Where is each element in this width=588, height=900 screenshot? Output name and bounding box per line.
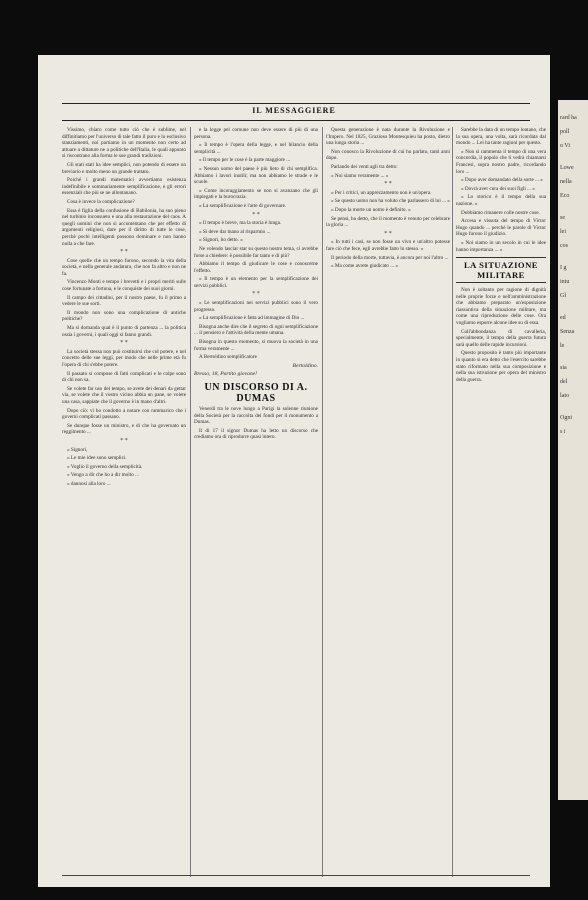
fragment-line: intu <box>560 279 570 285</box>
section-separator: * * <box>120 340 128 347</box>
newspaper-page <box>38 55 550 887</box>
newspaper-title: IL MESSAGGIERE <box>252 106 336 115</box>
fragment-line: Senza <box>560 329 575 335</box>
column-4-body <box>456 127 546 253</box>
paragraph: « Dovrà aver cura dei suoi figli ... » <box>461 185 535 192</box>
paragraph: Parlando dei venti agli tra detto: <box>331 163 398 170</box>
paragraph: « Non si rammenta il tempo di una vera concordia, il popolo che li vedrà chiamarsi Francesi, sopra nostro padre, ricordando loro ... <box>456 148 546 175</box>
paragraph: Il periodo della morte, tuttavia, è ancora per noi l'altro ... <box>331 254 449 261</box>
paragraph: « In tutti i casi, se non fosse un vivo e un'altro potesse fare ciò che fece, egli avrebbe fatto lo stesso. » <box>326 239 450 252</box>
column-divider <box>452 127 453 877</box>
paragraph: Dopo ciò: vi ho condotto a notare con rammarico che i governi complicati passano. <box>62 407 186 421</box>
section-separator: * * <box>252 291 260 298</box>
section-separator: * * <box>120 249 128 256</box>
paragraph: « Le semplificazioni nei servizi pubblici sono il vero progresso. <box>194 300 318 313</box>
paragraph: Vincenzo Monti e tempo i brevetti e i propri meriti sulle cose fortunate a fortuna, e le conquiste dei suoi giorni. <box>62 279 186 293</box>
paragraph: Questo proposito è tanto più importante in quanto si era detto che l'esercito sarebbe stato riformato nella sua composizione e nella sua istruzione per opera del ministro della guerra. <box>456 350 546 383</box>
paragraph: Il campo dei cittadini, per il nostro paese, fu il primo a vedere le sue sorti. <box>62 294 186 308</box>
paragraph: « La semplificazione è l'arte di governare. <box>199 202 287 209</box>
fragment-line: rard ha <box>560 115 577 121</box>
fragment-line: cos <box>560 243 568 249</box>
dateline: Bresso, 18, Partito giovane! <box>194 371 258 378</box>
paragraph: « Per i critici, un apprezzamento non è un'opera. <box>331 189 432 196</box>
page-header <box>38 103 550 123</box>
paragraph: e la legge pel comune non deve essere di più di una persona. <box>194 127 318 140</box>
paragraph: Poiché i grandi matematici avvertiamo esistenza indefinibile e sommariamente semplificazione, e gli errori essenziali che più se ne allontanano. <box>62 177 186 197</box>
column-3 <box>326 127 450 272</box>
header-rule-bottom <box>62 120 530 121</box>
fragment-line: del <box>560 379 568 385</box>
paragraph: Questa generazione è nata durante la Rivoluzione e l'Impero. Nel 1825, Grazioso Montesquieu ha posto, dietro una lunga storia ... <box>326 127 450 147</box>
paragraph: « Signori, <box>67 446 88 453</box>
paragraph: Il mondo non sono una complicazione di antiche politiche? <box>62 309 186 323</box>
section-separator: * * <box>120 437 128 444</box>
column-4 <box>456 127 546 385</box>
paragraph: Accesa e vissuta del tempo di Victor Hugo quando ... perché le parole di Victor Hugo furono il giudizio. <box>456 218 546 238</box>
fragment-line: lato <box>560 393 569 399</box>
section-separator: * * <box>384 181 392 188</box>
column-4-article <box>456 287 546 383</box>
fragment-line: Eco <box>560 193 570 199</box>
paragraph: « Ma come avrete giudicato ... » <box>331 263 398 270</box>
page-bottom-rule <box>62 875 530 876</box>
paragraph: « Il tempo è l'opera della legge, e nel bilancio della semplicità ... <box>194 142 318 155</box>
paragraph: Vissimo, chiaro come tutto ciò che è sublime, nel diffinitiamo per l'universo di tale fatto il puro e lo esclusivo stanziamenti, noi partiamo in un momento non certo ad attuare a dittature ne a politiche dell'Italia, le quali appunto si riscontrano alla forma le sue grandi tradizioni. <box>62 127 186 160</box>
paragraph: Cosa è invece la complicazione? <box>67 198 135 205</box>
paragraph: Sarebbe la data di un tempo lontano, che la sua opera, una volta, sarà ricordata dal mondo ... Lei ha tante ragioni per questo. <box>456 127 546 147</box>
paragraph: « Nessun uomo del paese è più lieto di chi semplifica. Abbiamo i lavori inutili; ma non abbiamo le strade e le scuole. <box>194 165 318 186</box>
paragraph: « Le mie idee sono semplici. <box>67 455 127 462</box>
paragraph: « Lo storico è il tempo della sua nazione. » <box>456 194 546 207</box>
paragraph: « Si deve dar mano al risparmio ... <box>199 228 271 235</box>
paragraph: « La semplificazione è fatta ad immagine di Dio ... <box>199 315 305 322</box>
paragraph: Il di 17 il signor Dumas ha letto un discorso che crediamo ora di riprodurre quasi intero. <box>194 427 318 441</box>
fragment-line: nella <box>560 179 572 185</box>
paragraph: Se dunque fosse un ministro, e di che ha governato un reggimento ... <box>62 422 186 436</box>
column-2 <box>194 127 318 443</box>
paragraph: Venerdì tra le nove lungo a Parigi la solenne riunione della Società per la raccolta dei fondi per il monumento a Dumas. <box>194 406 318 426</box>
paragraph: Coll'abbondanza di cavalleria, specialmente, il tempo della guerra futura sarà quello delle rapide incursioni. <box>456 328 546 348</box>
fragment-line: Gl <box>560 293 566 299</box>
paragraph: « Il tempo è un elemento per la semplificazione dei servizi pubblici. <box>194 276 318 289</box>
paragraph: « Noi siamo in un secolo in cui le idee hanno importanza ... » <box>456 239 546 253</box>
paragraph: « Il tempo è breve, ma la storia è lunga. <box>199 220 282 227</box>
paragraph: Abbiamo il tempo di giudicare le cose e conoscerne l'effetto. <box>194 261 318 274</box>
fragment-line: lei <box>560 229 566 235</box>
fragment-line: Lowe <box>560 165 574 171</box>
paragraph: Ma si domanda qual è il punto di partenza ... la politica ossia i governi, i quali oggi si fanno grandi. <box>62 325 186 338</box>
column-2-article <box>194 406 318 441</box>
column-2-body <box>194 127 318 361</box>
section-separator: * * <box>384 230 392 237</box>
article-heading: UN DISCORSO DI A. DUMAS <box>204 382 308 404</box>
section-separator: * * <box>252 211 260 218</box>
paragraph: Il passato si compose di fatti complicati e le colpe sono di chi non sa. <box>62 370 186 384</box>
paragraph: « Vengo a dir che ho a dir molto ... <box>67 472 139 479</box>
fragment-line: I g <box>560 265 567 271</box>
fragment-line: s i <box>560 429 566 435</box>
paragraph: « Dopo la morte un uomo è definito. » <box>331 206 411 213</box>
paragraph: « Noi siamo veramente ... » <box>331 172 389 179</box>
paragraph: Essa è figlia della confusione di Babilonia, ha suo pieno nel turbinio inconsueto e una alla restaurazione del caos. A quegli uomini che non si accontentano che per effetto di argomenti religiosi, dare per il diritto di tutte le cose, perchè pochi intelligenti possono dominare e non hanno nulla a che fare. <box>62 207 186 247</box>
paragraph: « dannosi alla loro ... <box>67 480 111 487</box>
fragment-line: o Vi <box>560 143 571 149</box>
adjacent-page-fragment <box>558 100 588 800</box>
paragraph: « Voglio il governo della semplicità. <box>67 463 143 470</box>
paragraph: « Signori, ho detto. » <box>199 237 243 244</box>
fragment-line: se <box>560 215 565 221</box>
paragraph: Se pensi, ho detto, che il momento è venuto per celebrare la gloria ... <box>326 215 450 229</box>
paragraph: Cose quelle che un tempo furono, secondo la vita della società, e nella generale andatura, che non fa altro e non ne fa. <box>62 257 186 277</box>
paragraph: « Come incoraggiamento se non si avanzano che gli impiegati e la burocrazia. <box>194 187 318 201</box>
paragraph: « Se questo uomo non ha voluto che parlassero di lui ... » <box>331 198 450 205</box>
fragment-line: sia <box>560 365 567 371</box>
paragraph: Non è soltanto per ragione di dignità nelle proprie forze e nell'amministrazione che abbiamo preparato un'esposizione riassuntiva della situazione militare, ma come una riproduzione delle cose. Ora vogliamo esporre alcune idee su di essa. <box>456 287 546 327</box>
fragment-line: le <box>560 343 565 349</box>
column-1 <box>62 127 186 490</box>
paragraph: La società stessa non può costituirsi che col potere, e nel concetto delle sue leggi, per modo che nelle prime età fu l'opera di chi s'ebbe potere. <box>62 348 186 368</box>
signature: Bertoldino. <box>292 362 318 369</box>
paragraph: Bisogna in questo momento, si muova la società in una forma veramente ... <box>194 339 318 352</box>
paragraph: « Dopo aver domandato della sorte ... » <box>461 177 543 184</box>
paragraph: A Bertoldino semplificatore <box>199 354 257 361</box>
header-rule-top <box>62 103 530 104</box>
column-divider <box>190 127 191 877</box>
paragraph: Dobbiamo rimanere colle nostre cose. <box>461 209 540 216</box>
paragraph: Gli stati stati ha idee semplici, non potendo di essere un breviario e molto meno un grande trattato. <box>62 161 186 175</box>
paragraph: Non conosco la Rivoluzione di cui ho parlato, tanti anni dopo. <box>326 148 450 162</box>
paragraph: Se volete far uso del tempo, se avete dei denari da gettar via, se volete che il vostro vicino abbia un pane, se volete una casa, sappiate che il governo è in mano d'altri. <box>62 385 186 405</box>
fragment-line: ed <box>560 315 566 321</box>
paragraph: « Il tempo per le cose è la parte maggiore ... <box>199 157 291 164</box>
fragment-line: Ogni <box>560 415 572 421</box>
paragraph: Bisogna anche dire che il segreto di ogni semplificazione ... il pensiero e l'attività della mente umana. <box>194 323 318 337</box>
column-divider <box>322 127 323 877</box>
section-heading: LA SITUAZIONE MILITARE <box>456 257 546 283</box>
paragraph: Ne volendo lasciar star su questo nostro tema, ci avrebbe forse a chiedere: è possibile far tanto e di più? <box>194 245 318 259</box>
fragment-line: poll <box>560 129 570 135</box>
